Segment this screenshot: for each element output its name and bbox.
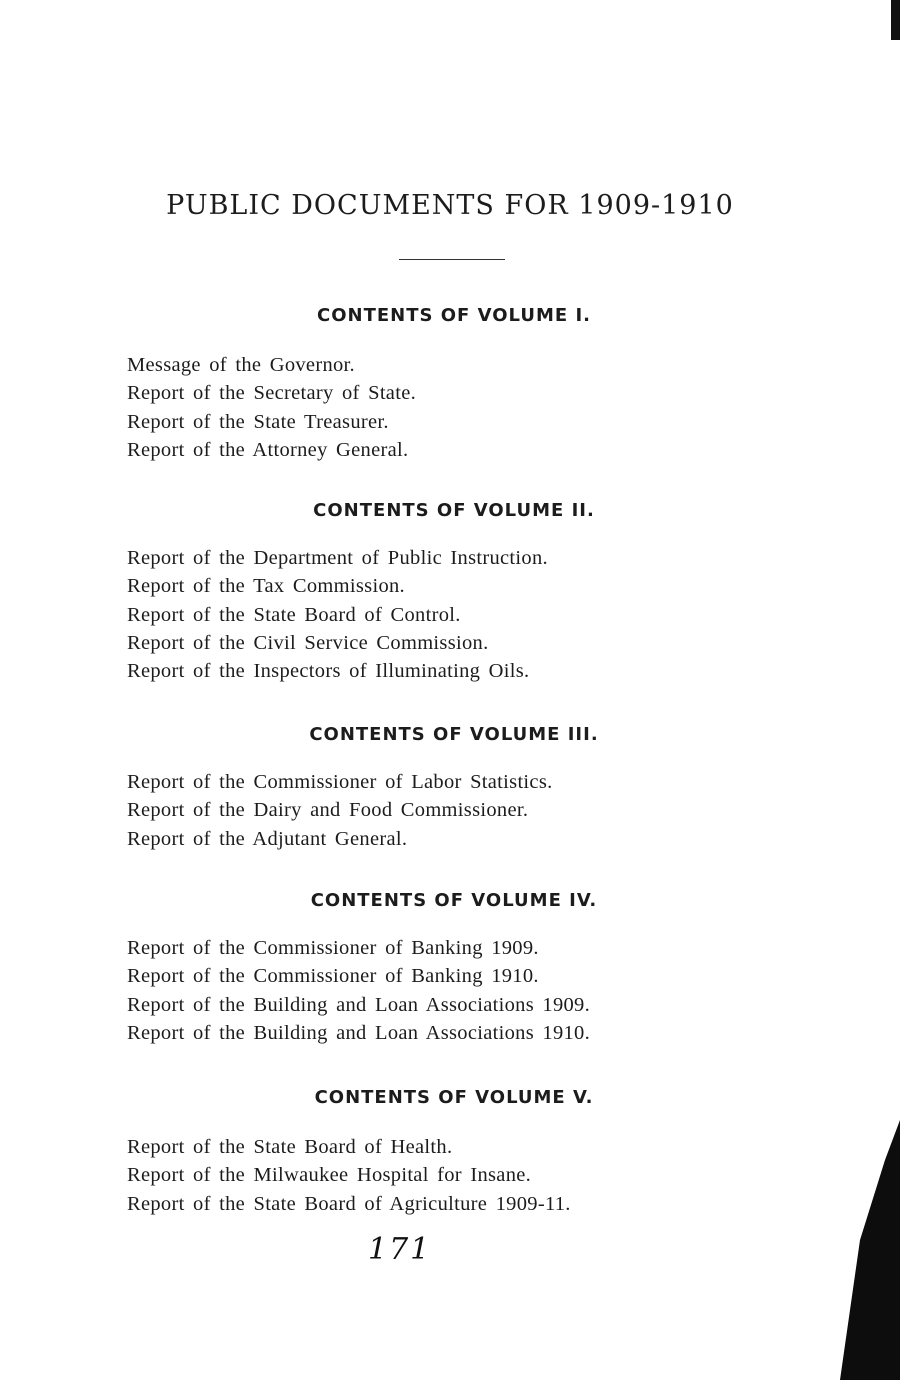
scan-corner-mark [880,0,900,40]
list-item: Report of the Commissioner of Labor Statistics. [127,771,553,793]
handwritten-page-number: 171 [368,1232,432,1267]
list-item: Report of the Commissioner of Banking 1910. [127,965,539,988]
list-item: Report of the Tax Commission. [127,575,405,598]
volume-5-heading: CONTENTS OF VOLUME V. [314,1087,594,1108]
list-item: Message of the Governor. [127,354,355,376]
volume-1-section [0,305,900,461]
list-item: Report of the Department of Public Instruction. [127,547,548,569]
list-item: Report of the Attorney General. [127,438,409,461]
volume-4-heading: CONTENTS OF VOLUME IV. [310,890,598,911]
volume-1-heading: CONTENTS OF VOLUME I. [317,305,591,326]
list-item: Report of the Secretary of State. [127,382,417,405]
scan-edge-shadow [840,1120,900,1380]
list-item: Report of the Adjutant General. [127,827,408,850]
list-item: Report of the Commissioner of Banking 1909. [127,937,539,959]
volume-3-heading: CONTENTS OF VOLUME III. [309,724,599,745]
volume-2-section [0,500,900,683]
volume-3-section [0,724,900,850]
volume-2-list [127,544,827,685]
volume-1-list [127,351,827,464]
volume-4-section [0,890,900,1044]
list-item: Report of the Dairy and Food Commissioner. [127,799,529,822]
page-title: PUBLIC DOCUMENTS FOR 1909-1910 [166,190,734,222]
list-item: Report of the State Board of Control. [127,603,461,626]
list-item: Report of the Building and Loan Associations 1909. [127,993,591,1016]
volume-5-list [127,1133,827,1218]
title-rule [399,259,505,260]
list-item: Report of the Inspectors of Illuminating Oils. [127,660,530,683]
list-item: Report of the State Board of Health. [127,1136,453,1158]
list-item: Report of the Building and Loan Associations 1910. [127,1021,591,1044]
volume-5-section [0,1087,900,1215]
volume-4-list [127,934,827,1047]
list-item: Report of the Civil Service Commission. [127,631,489,654]
volume-3-list [127,768,827,853]
list-item: Report of the State Board of Agriculture 1909-11. [127,1192,571,1215]
list-item: Report of the State Treasurer. [127,410,389,433]
list-item: Report of the Milwaukee Hospital for Insane. [127,1164,532,1187]
volume-2-heading: CONTENTS OF VOLUME II. [313,500,595,521]
